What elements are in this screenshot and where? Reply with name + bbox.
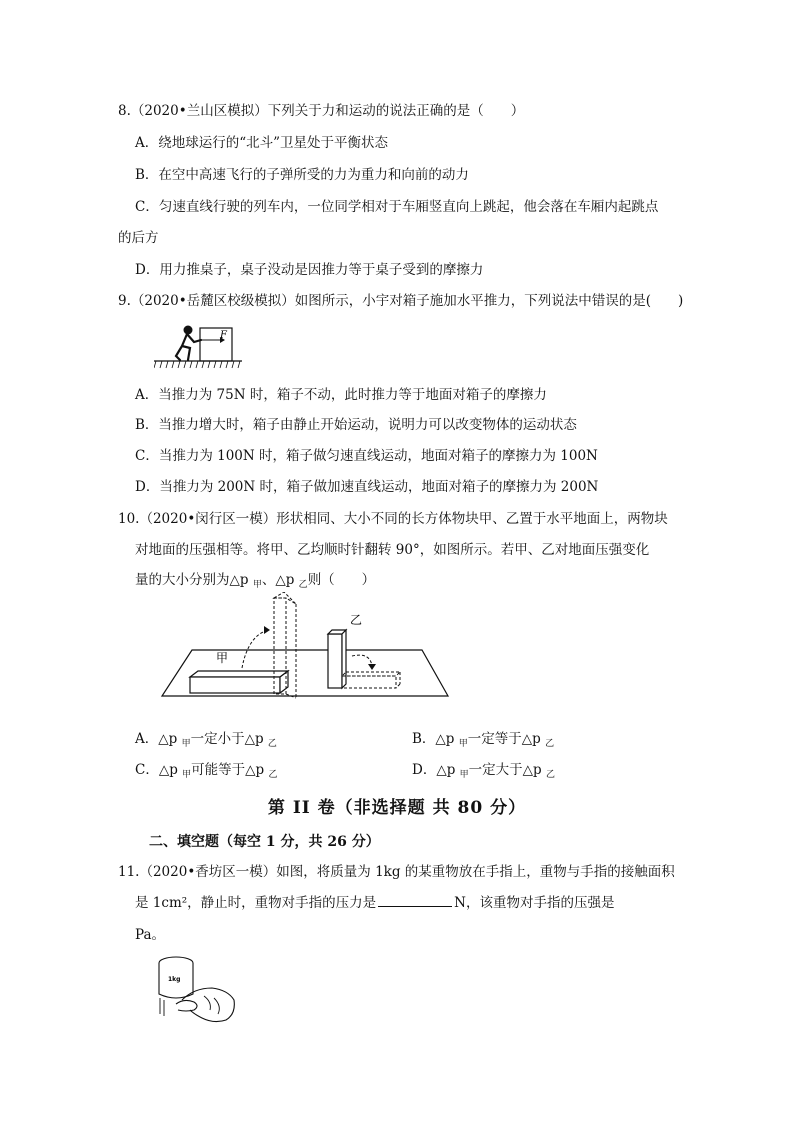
- q10-option-c: C．△p $_甲$可能等于△p $_乙$: [135, 762, 278, 780]
- block-yi-standing: [328, 634, 342, 688]
- q10-stem-line3: 量的大小分别为△p $_甲$、△p $_乙$则（ ）: [135, 572, 376, 590]
- flip-blocks-figure: [160, 592, 452, 720]
- q9-option-a: A．当推力为 75N 时，箱子不动，此时推力等于地面对箱子的摩擦力: [135, 387, 547, 403]
- block-jia-lying: [190, 677, 280, 693]
- q8-option-a: A．绕地球运行的“北斗”卫星处于平衡状态: [135, 135, 389, 151]
- q9-option-b: B．当推力增大时，箱子由静止开始运动，说明力可以改变物体的运动状态: [135, 417, 577, 433]
- q11-stem-line2: 是 1cm²，静止时，重物对手指的压力是 N，该重物对手指的压强是: [135, 895, 615, 911]
- arrow-jia: [242, 630, 268, 668]
- q11-stem-line3: Pa。: [135, 927, 166, 943]
- answer-blank-force[interactable]: [378, 894, 452, 907]
- q9-stem: 9.（2020•岳麓区校级模拟）如图所示，小宇对箱子施加水平推力，下列说法中错误的是( ): [118, 293, 684, 309]
- q8-stem: 8.（2020•兰山区模拟）下列关于力和运动的说法正确的是（ ）: [118, 103, 525, 119]
- part-title: 第 II 卷（非选择题 共 80 分）: [267, 798, 527, 818]
- weight-on-finger-figure: [154, 954, 240, 1026]
- q10-stem-line1: 10.（2020•闵行区一模）形状相同、大小不同的长方体物块甲、乙置于水平地面上，两物块: [118, 511, 668, 527]
- block-yi-lying: [342, 676, 396, 688]
- q8-option-c: C．匀速直线行驶的列车内，一位同学相对于车厢竖直向上跳起，他会落在车厢内起跳点: [135, 199, 659, 215]
- q10-option-b: B．△p $_甲$一定等于△p $_乙$: [412, 731, 555, 749]
- q10-option-d: D．△p $_甲$一定大于△p $_乙$: [412, 762, 555, 780]
- q8-option-b: B．在空中高速飞行的子弹所受的力为重力和向前的动力: [135, 167, 469, 183]
- weight-label: 1kg: [168, 976, 181, 983]
- force-label: F: [220, 330, 227, 341]
- box-shape: [200, 328, 232, 361]
- person-body: [176, 334, 201, 360]
- q9-option-c: C．当推力为 100N 时，箱子做匀速直线运动，地面对箱子的摩擦力为 100N: [135, 448, 598, 464]
- q10-stem-line2: 对地面的压强相等。将甲、乙均顺时针翻转 90°，如图所示。若甲、乙对地面压强变化: [135, 542, 650, 558]
- q8-option-d: D．用力推桌子，桌子没动是因推力等于桌子受到的摩擦力: [135, 262, 484, 278]
- label-jia: 甲: [216, 651, 229, 665]
- q11-stem-line1: 11.（2020•香坊区一模）如图，将质量为 1kg 的某重物放在手指上，重物与手指的接触面积: [118, 864, 675, 880]
- section-title: 二、填空题（每空 1 分，共 26 分）: [149, 834, 380, 850]
- q10-option-a: A．△p $_甲$一定小于△p $_乙$: [135, 731, 277, 749]
- label-yi: 乙: [350, 613, 363, 627]
- person-head: [184, 326, 193, 335]
- q9-option-d: D．当推力为 200N 时，箱子做加速直线运动，地面对箱子的摩擦力为 200N: [135, 479, 599, 495]
- push-box-figure: [154, 316, 244, 370]
- q8-option-c-continued: 的后方: [118, 230, 159, 246]
